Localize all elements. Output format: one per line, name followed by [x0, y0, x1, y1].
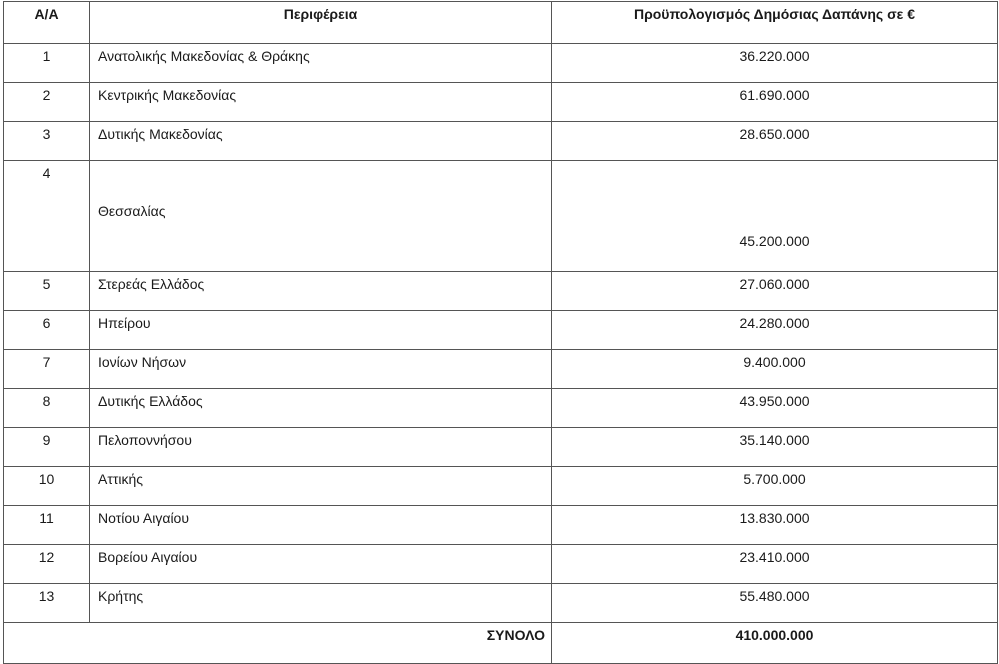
row-region: Αττικής [90, 467, 552, 506]
row-region: Ανατολικής Μακεδονίας & Θράκης [90, 44, 552, 83]
row-region: Ιονίων Νήσων [90, 350, 552, 389]
row-number: 8 [4, 389, 90, 428]
row-region: Θεσσαλίας [98, 203, 166, 219]
row-budget: 13.830.000 [552, 506, 998, 545]
row-number: 9 [4, 428, 90, 467]
header-budget: Προϋπολογισμός Δημόσιας Δαπάνης σε € [552, 2, 998, 44]
row-number: 11 [4, 506, 90, 545]
row-number: 2 [4, 83, 90, 122]
row-budget: 9.400.000 [552, 350, 998, 389]
table-row [4, 44, 998, 83]
row-budget: 61.690.000 [552, 83, 998, 122]
table-row [4, 389, 998, 428]
table-row [4, 83, 998, 122]
table-row [4, 584, 998, 623]
row-budget: 24.280.000 [552, 311, 998, 350]
row-number: 4 [42, 165, 51, 181]
row-budget: 27.060.000 [552, 272, 998, 311]
table-row [4, 545, 998, 584]
row-budget: 35.140.000 [552, 428, 998, 467]
row-number: 7 [4, 350, 90, 389]
row-region: Δυτικής Ελλάδος [90, 389, 552, 428]
row-region: Πελοποννήσου [90, 428, 552, 467]
row-number: 12 [4, 545, 90, 584]
row-budget-cell [552, 161, 998, 272]
row-number-cell [4, 161, 90, 272]
row-region: Ηπείρου [90, 311, 552, 350]
row-budget: 23.410.000 [552, 545, 998, 584]
row-budget: 36.220.000 [552, 44, 998, 83]
row-number: 5 [4, 272, 90, 311]
table-row [4, 311, 998, 350]
row-region: Νοτίου Αιγαίου [90, 506, 552, 545]
table-row [4, 122, 998, 161]
header-aa: Α/Α [4, 2, 90, 44]
row-number: 13 [4, 584, 90, 623]
budget-table [3, 1, 998, 664]
row-budget: 5.700.000 [552, 467, 998, 506]
row-region-cell [90, 161, 552, 272]
total-label: ΣΥΝΟΛΟ [4, 623, 552, 664]
row-region: Βορείου Αιγαίου [90, 545, 552, 584]
row-region: Στερεάς Ελλάδος [90, 272, 552, 311]
row-region: Κρήτης [90, 584, 552, 623]
table-row [4, 467, 998, 506]
header-region: Περιφέρεια [90, 2, 552, 44]
table-row [4, 428, 998, 467]
table-row [4, 161, 998, 272]
table-row [4, 272, 998, 311]
row-region: Κεντρικής Μακεδονίας [90, 83, 552, 122]
row-number: 6 [4, 311, 90, 350]
row-region: Δυτικής Μακεδονίας [90, 122, 552, 161]
total-row [4, 623, 998, 664]
row-number: 3 [4, 122, 90, 161]
total-value: 410.000.000 [552, 623, 998, 664]
row-budget: 55.480.000 [552, 584, 998, 623]
row-budget: 28.650.000 [552, 122, 998, 161]
row-number: 1 [4, 44, 90, 83]
row-budget: 45.200.000 [739, 233, 810, 249]
row-number: 10 [4, 467, 90, 506]
table-row [4, 506, 998, 545]
table-header-row [4, 2, 998, 44]
table-row [4, 350, 998, 389]
row-budget: 43.950.000 [552, 389, 998, 428]
